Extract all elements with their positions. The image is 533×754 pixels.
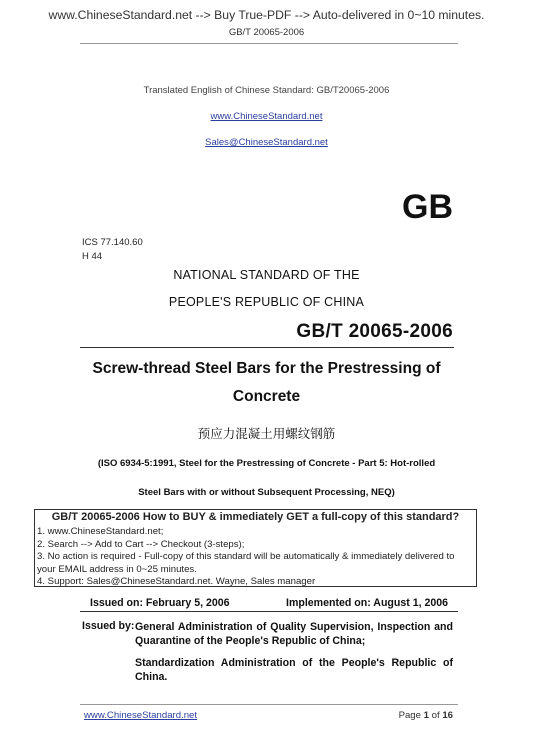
buy-step-4: 4. Support: Sales@ChineseStandard.net. Wayne, Sales manager (37, 576, 316, 587)
issued-by-label: Issued by: (82, 620, 135, 632)
doc-title-line2: Concrete (232, 388, 301, 405)
implemented-on: Implemented on: August 1, 2006 (286, 597, 449, 609)
h-code: H 44 (82, 251, 103, 262)
website-link[interactable]: www.ChineseStandard.net (210, 111, 323, 122)
issued-on: Issued on: February 5, 2006 (90, 597, 230, 609)
chinese-title: 预应力混凝土用螺纹钢筋 (197, 427, 336, 441)
standard-number: GB/T 20065-2006 (296, 321, 453, 342)
page-prefix: Page (398, 710, 424, 721)
national-standard-line1: NATIONAL STANDARD OF THE (173, 268, 360, 282)
buy-step-2: 2. Search --> Add to Cart --> Checkout (3-steps); (37, 538, 245, 550)
gb-mark: GB (402, 188, 453, 226)
iso-reference-line1: (ISO 6934-5:1991, Steel for the Prestressing of Concrete - Part 5: Hot-rolled (97, 458, 436, 469)
buy-step-3-cont: your EMAIL address in 0~25 minutes. (37, 563, 197, 575)
page-of: of (428, 710, 443, 721)
buy-info-box (34, 509, 477, 587)
national-standard-line2: PEOPLE'S REPUBLIC OF CHINA (168, 295, 365, 309)
page-indicator (399, 710, 453, 721)
issue-divider (80, 611, 458, 612)
buy-box-title: GB/T 20065-2006 How to BUY & immediately GET a full-copy of this standard? (51, 511, 460, 523)
header-banner: www.ChineseStandard.net --> Buy True-PDF --> Auto-delivered in 0~10 minutes. (48, 8, 485, 22)
issued-by-authority-2: Standardization Administration of the People's Republic of China. (135, 657, 453, 683)
email-link[interactable]: Sales@ChineseStandard.net (205, 137, 328, 148)
issued-by-authority-1: General Administration of Quality Supervision, Inspection and Quarantine of the People's Republic of China; (135, 621, 453, 647)
header-doc-code: GB/T 20065-2006 (228, 27, 305, 38)
header-divider (80, 43, 458, 44)
title-divider (80, 347, 454, 348)
buy-step-3: 3. No action is required - Full-copy of this standard will be automatically & immediately delivered to (37, 551, 455, 562)
iso-reference-line2: Steel Bars with or without Subsequent Processing, NEQ) (138, 487, 395, 498)
page-current: 1 (423, 710, 429, 721)
translated-note: Translated English of Chinese Standard: GB/T20065-2006 (143, 85, 390, 96)
page-total: 16 (442, 710, 453, 721)
footer-divider (80, 704, 458, 705)
ics-code: ICS 77.140.60 (82, 237, 143, 248)
doc-title-line1: Screw-thread Steel Bars for the Prestressing of (92, 360, 441, 377)
buy-step-1: 1. www.ChineseStandard.net; (37, 526, 164, 537)
footer-website-link[interactable]: www.ChineseStandard.net (84, 710, 198, 721)
